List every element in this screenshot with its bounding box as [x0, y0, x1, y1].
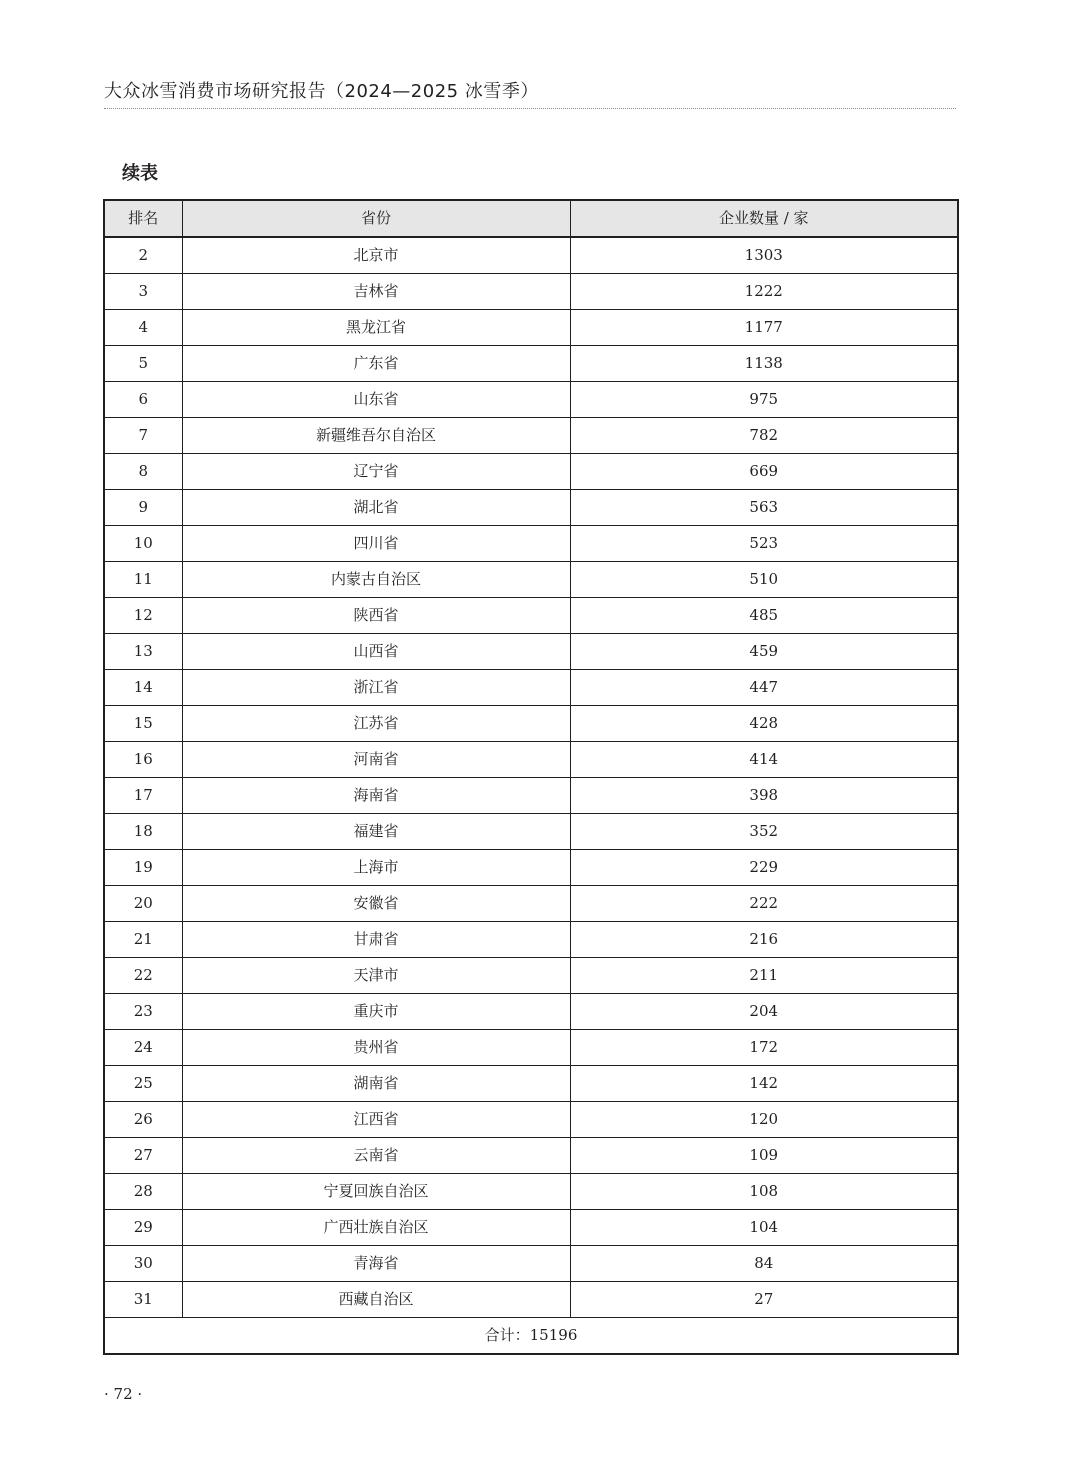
rank-cell: 13	[104, 634, 182, 670]
table-row	[104, 1138, 958, 1174]
province-cell: 河南省	[182, 742, 570, 778]
table-row	[104, 1066, 958, 1102]
province-cell: 云南省	[182, 1138, 570, 1174]
rank-cell: 16	[104, 742, 182, 778]
count-cell: 109	[570, 1138, 958, 1174]
count-cell: 84	[570, 1246, 958, 1282]
rank-cell: 17	[104, 778, 182, 814]
table-row	[104, 1282, 958, 1318]
count-cell: 216	[570, 922, 958, 958]
province-cell: 湖北省	[182, 490, 570, 526]
running-header: 大众冰雪消费市场研究报告（2024—2025 冰雪季）	[104, 81, 539, 102]
count-cell: 108	[570, 1174, 958, 1210]
rank-cell: 4	[104, 310, 182, 346]
province-cell: 上海市	[182, 850, 570, 886]
table-row	[104, 634, 958, 670]
province-cell: 重庆市	[182, 994, 570, 1030]
count-cell: 1138	[570, 346, 958, 382]
count-cell: 563	[570, 490, 958, 526]
rank-cell: 18	[104, 814, 182, 850]
table-row	[104, 310, 958, 346]
rank-cell: 19	[104, 850, 182, 886]
table-row	[104, 1102, 958, 1138]
rank-cell: 12	[104, 598, 182, 634]
rank-cell: 30	[104, 1246, 182, 1282]
count-cell: 975	[570, 382, 958, 418]
table-row	[104, 562, 958, 598]
table-row	[104, 454, 958, 490]
table-row	[104, 958, 958, 994]
rank-cell: 21	[104, 922, 182, 958]
province-cell: 黑龙江省	[182, 310, 570, 346]
province-cell: 海南省	[182, 778, 570, 814]
count-cell: 229	[570, 850, 958, 886]
table-row	[104, 490, 958, 526]
province-cell: 新疆维吾尔自治区	[182, 418, 570, 454]
count-cell: 414	[570, 742, 958, 778]
table-row	[104, 706, 958, 742]
table-row	[104, 814, 958, 850]
province-cell: 四川省	[182, 526, 570, 562]
table-row	[104, 526, 958, 562]
count-cell: 510	[570, 562, 958, 598]
rank-cell: 28	[104, 1174, 182, 1210]
rank-cell: 24	[104, 1030, 182, 1066]
column-header-rank: 排名	[104, 200, 182, 237]
province-cell: 福建省	[182, 814, 570, 850]
count-cell: 459	[570, 634, 958, 670]
count-cell: 27	[570, 1282, 958, 1318]
count-cell: 222	[570, 886, 958, 922]
count-cell: 120	[570, 1102, 958, 1138]
rank-cell: 25	[104, 1066, 182, 1102]
rank-cell: 23	[104, 994, 182, 1030]
count-cell: 1177	[570, 310, 958, 346]
rank-cell: 20	[104, 886, 182, 922]
table-row	[104, 418, 958, 454]
rank-cell: 2	[104, 237, 182, 274]
enterprise-count-table	[103, 199, 959, 1355]
table-row	[104, 598, 958, 634]
table-row	[104, 994, 958, 1030]
table-row	[104, 1210, 958, 1246]
table-body	[104, 237, 958, 1318]
province-cell: 山西省	[182, 634, 570, 670]
province-cell: 内蒙古自治区	[182, 562, 570, 598]
count-cell: 782	[570, 418, 958, 454]
province-cell: 甘肃省	[182, 922, 570, 958]
province-cell: 吉林省	[182, 274, 570, 310]
table-row	[104, 886, 958, 922]
table-row	[104, 778, 958, 814]
province-cell: 广东省	[182, 346, 570, 382]
count-cell: 352	[570, 814, 958, 850]
rank-cell: 5	[104, 346, 182, 382]
table-row	[104, 346, 958, 382]
rank-cell: 6	[104, 382, 182, 418]
table-total-row	[104, 1318, 958, 1355]
table-row	[104, 382, 958, 418]
table-caption: 续表	[122, 163, 158, 184]
province-cell: 浙江省	[182, 670, 570, 706]
table-row	[104, 1030, 958, 1066]
province-cell: 湖南省	[182, 1066, 570, 1102]
table-row	[104, 850, 958, 886]
table-row	[104, 742, 958, 778]
province-cell: 江苏省	[182, 706, 570, 742]
page-number: · 72 ·	[104, 1385, 143, 1403]
province-cell: 辽宁省	[182, 454, 570, 490]
province-cell: 广西壮族自治区	[182, 1210, 570, 1246]
count-cell: 142	[570, 1066, 958, 1102]
table-row	[104, 274, 958, 310]
province-cell: 江西省	[182, 1102, 570, 1138]
rank-cell: 10	[104, 526, 182, 562]
rank-cell: 27	[104, 1138, 182, 1174]
table-row	[104, 1246, 958, 1282]
rank-cell: 3	[104, 274, 182, 310]
column-header-province: 省份	[182, 200, 570, 237]
count-cell: 204	[570, 994, 958, 1030]
rank-cell: 26	[104, 1102, 182, 1138]
count-cell: 104	[570, 1210, 958, 1246]
rank-cell: 29	[104, 1210, 182, 1246]
rank-cell: 15	[104, 706, 182, 742]
province-cell: 宁夏回族自治区	[182, 1174, 570, 1210]
province-cell: 安徽省	[182, 886, 570, 922]
table-row	[104, 1174, 958, 1210]
table-row	[104, 922, 958, 958]
count-cell: 669	[570, 454, 958, 490]
header-divider	[104, 108, 956, 109]
province-cell: 青海省	[182, 1246, 570, 1282]
rank-cell: 22	[104, 958, 182, 994]
count-cell: 398	[570, 778, 958, 814]
rank-cell: 9	[104, 490, 182, 526]
rank-cell: 31	[104, 1282, 182, 1318]
table-row	[104, 237, 958, 274]
province-cell: 贵州省	[182, 1030, 570, 1066]
province-cell: 山东省	[182, 382, 570, 418]
count-cell: 1303	[570, 237, 958, 274]
province-cell: 北京市	[182, 237, 570, 274]
count-cell: 447	[570, 670, 958, 706]
count-cell: 523	[570, 526, 958, 562]
table-row	[104, 670, 958, 706]
count-cell: 485	[570, 598, 958, 634]
rank-cell: 8	[104, 454, 182, 490]
rank-cell: 7	[104, 418, 182, 454]
count-cell: 172	[570, 1030, 958, 1066]
rank-cell: 14	[104, 670, 182, 706]
province-cell: 天津市	[182, 958, 570, 994]
province-cell: 陕西省	[182, 598, 570, 634]
count-cell: 428	[570, 706, 958, 742]
count-cell: 211	[570, 958, 958, 994]
column-header-count: 企业数量 / 家	[570, 200, 958, 237]
table-total-cell: 合计：15196	[104, 1318, 958, 1355]
table-header-row	[104, 200, 958, 237]
province-cell: 西藏自治区	[182, 1282, 570, 1318]
count-cell: 1222	[570, 274, 958, 310]
rank-cell: 11	[104, 562, 182, 598]
